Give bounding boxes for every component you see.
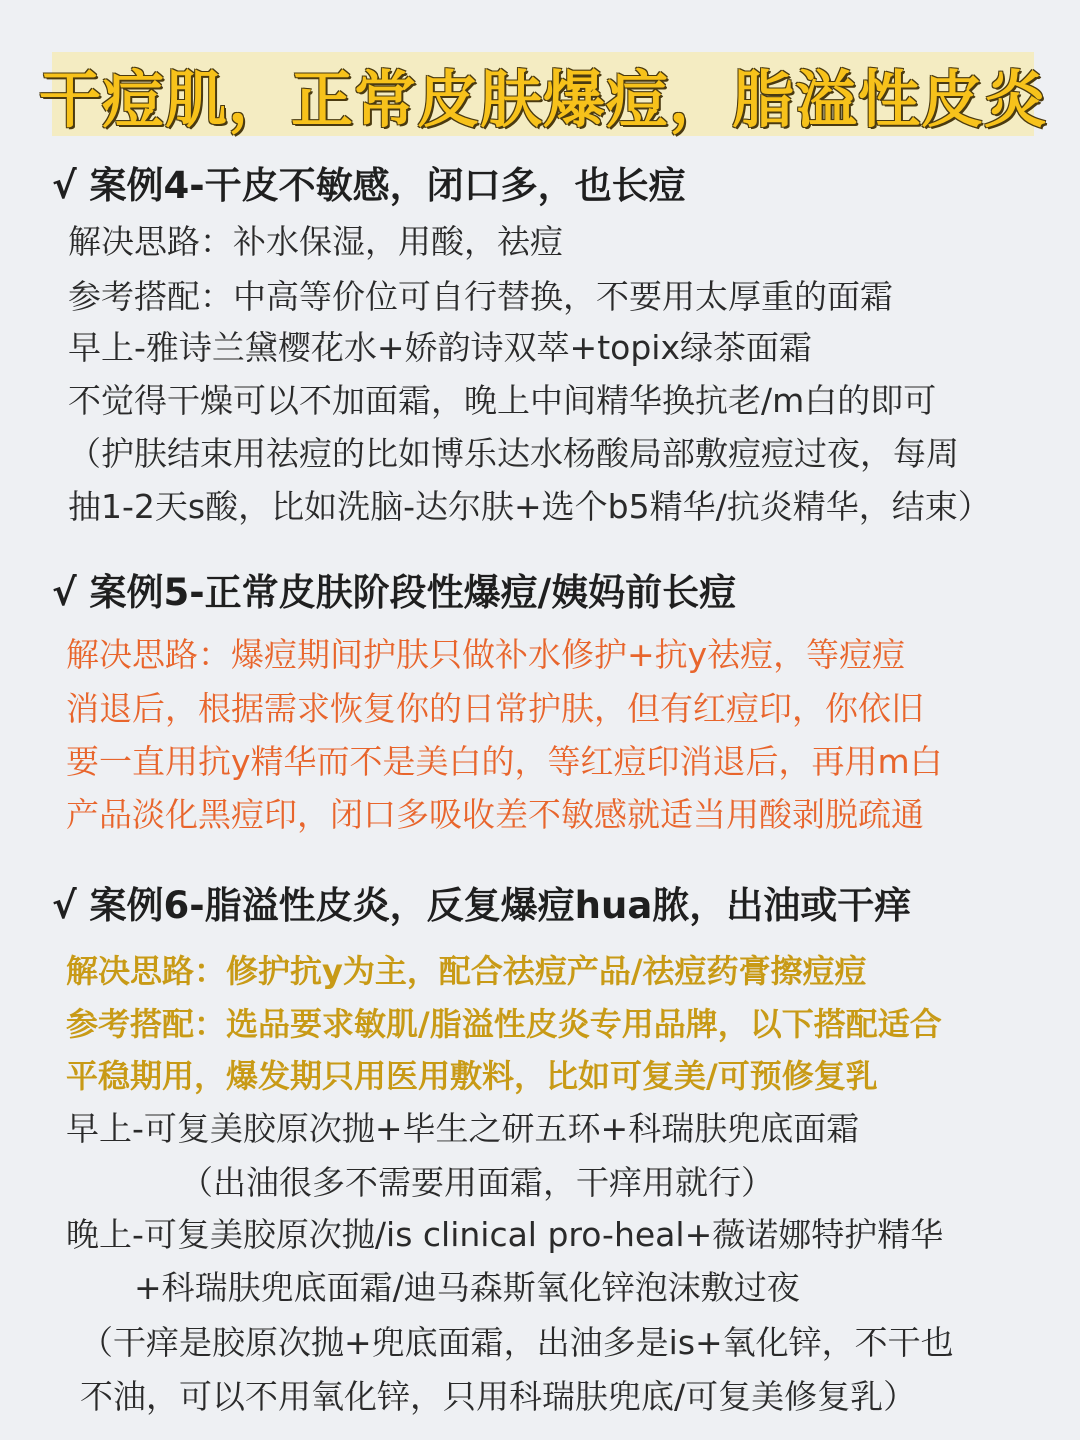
case6-gold-line-3: 平稳期用，爆发期只用医用敷料，比如可复美/可预修复乳: [66, 1057, 878, 1095]
case6-line-2: （出油很多不需要用面霜，干痒用就行）: [180, 1163, 774, 1202]
case5-line-2: 消退后，根据需求恢复你的日常护肤，但有红痘印，你依旧: [66, 689, 924, 728]
case4-line-1: 解决思路：补水保湿，用酸，祛痘: [68, 222, 563, 261]
case4-heading: √ 案例4-干皮不敏感，闭口多，也长痘: [52, 164, 686, 207]
case5-line-1: 解决思路：爆痘期间护肤只做补水修护+抗y祛痘，等痘痘: [66, 635, 906, 674]
case6-line-5: （干痒是胶原次抛+兜底面霜，出油多是is+氧化锌，不干也: [80, 1323, 954, 1362]
case4-line-6: 抽1-2天s酸，比如洗脑-达尔肤+选个b5精华/抗炎精华，结束）: [68, 487, 991, 526]
case6-gold-line-2: 参考搭配：选品要求敏肌/脂溢性皮炎专用品牌，以下搭配适合: [66, 1005, 942, 1043]
case6-heading: √ 案例6-脂溢性皮炎，反复爆痘hua脓，出油或干痒: [52, 884, 912, 927]
case6-gold-line-1: 解决思路：修护抗y为主，配合祛痘产品/祛痘药膏擦痘痘: [66, 952, 867, 990]
case5-line-4: 产品淡化黑痘印，闭口多吸收差不敏感就适当用酸剥脱疏通: [66, 795, 924, 834]
title-banner: [39, 52, 1048, 136]
case6-line-1: 早上-可复美胶原次抛+毕生之研五环+科瑞肤兜底面霜: [66, 1109, 860, 1148]
case4-line-3: 早上-雅诗兰黛樱花水+娇韵诗双萃+topix绿茶面霜: [68, 328, 812, 367]
case6-line-3: 晚上-可复美胶原次抛/is clinical pro-heal+薇诺娜特护精华: [66, 1215, 944, 1254]
case5-line-3: 要一直用抗y精华而不是美白的，等红痘印消退后，再用m白: [66, 742, 943, 781]
case4-line-5: （护肤结束用祛痘的比如博乐达水杨酸局部敷痘痘过夜，每周: [68, 434, 959, 473]
case6-line-6: 不油，可以不用氧化锌，只用科瑞肤兜底/可复美修复乳）: [80, 1377, 917, 1416]
case5-heading: √ 案例5-正常皮肤阶段性爆痘/姨妈前长痘: [52, 571, 737, 614]
page-title: 干痘肌，正常皮肤爆痘，脂溢性皮炎: [39, 62, 1048, 136]
case4-line-2: 参考搭配：中高等价位可自行替换，不要用太厚重的面霜: [68, 277, 893, 316]
case4-line-4: 不觉得干燥可以不加面霜，晚上中间精华换抗老/m白的即可: [68, 381, 937, 420]
case6-line-4: +科瑞肤兜底面霜/迪马森斯氧化锌泡沫敷过夜: [134, 1268, 800, 1307]
